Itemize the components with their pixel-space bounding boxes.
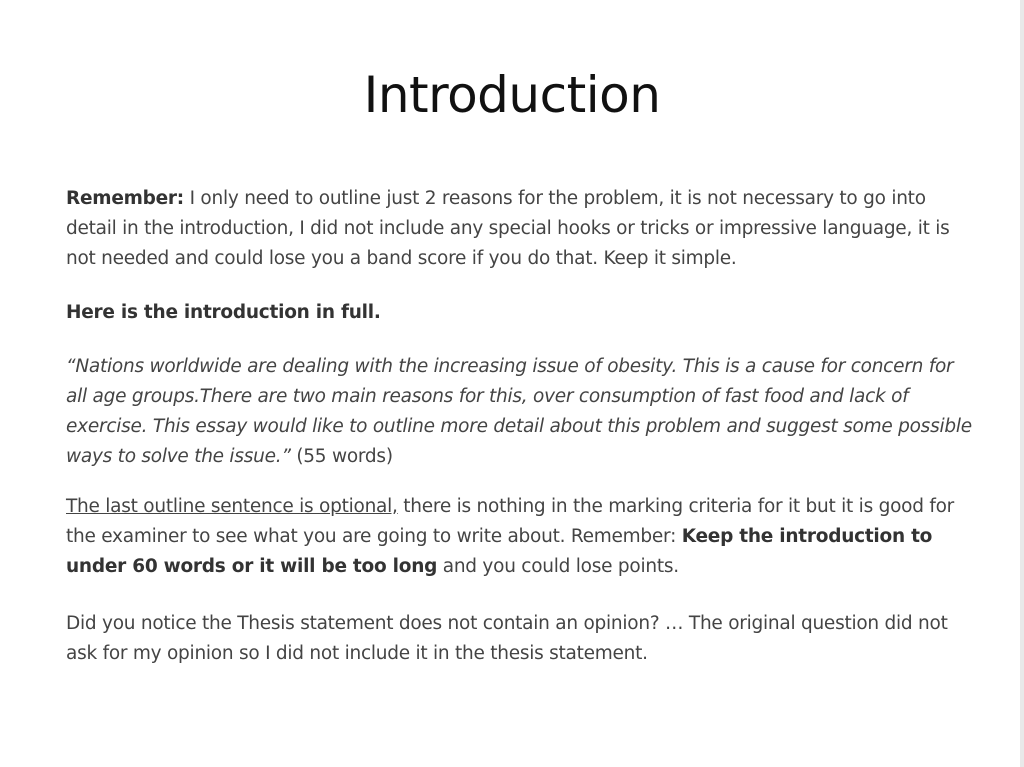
sample-introduction-quote [66, 352, 976, 472]
slide-title: Introduction [363, 66, 661, 124]
thesis-notice-paragraph: Did you notice the Thesis statement does not contain an opinion? … The original question did not ask for my opinion so I did not include it in the thesis statement. [66, 613, 948, 664]
slide-edge-divider [1020, 0, 1024, 767]
remember-paragraph [66, 184, 976, 274]
full-introduction-heading [66, 298, 976, 328]
word-limit-emphasis: Keep the introduction to under 60 words or it will be too long [66, 526, 933, 577]
full-introduction-heading-text: Here is the introduction in full. [66, 302, 381, 323]
remember-label: Remember: [66, 188, 184, 209]
quote-text: “Nations worldwide are dealing with the increasing issue of obesity. This is a cause for concern for all age groups.There are two main reasons for this, over consumption of fast food and lack of exercise. This essay would like to outline more detail about this problem and suggest some possible ways to solve the issue.” [66, 356, 972, 467]
optional-tail-text: and you could lose points. [437, 556, 679, 577]
slide-body [66, 184, 976, 669]
word-count: (55 words) [296, 446, 393, 467]
remember-text: I only need to outline just 2 reasons for the problem, it is not necessary to go into detail in the introduction, I did not include any special hooks or tricks or impressive language, it is not needed and could lose you a band score if you do that. Keep it simple. [66, 188, 950, 269]
optional-sentence-paragraph [66, 492, 976, 582]
optional-underlined-text: The last outline sentence is optional, [66, 496, 398, 517]
optional-text: there is nothing in the marking criteria for it but it is good for the examiner to see what you are going to write about. Remember: [66, 496, 955, 547]
